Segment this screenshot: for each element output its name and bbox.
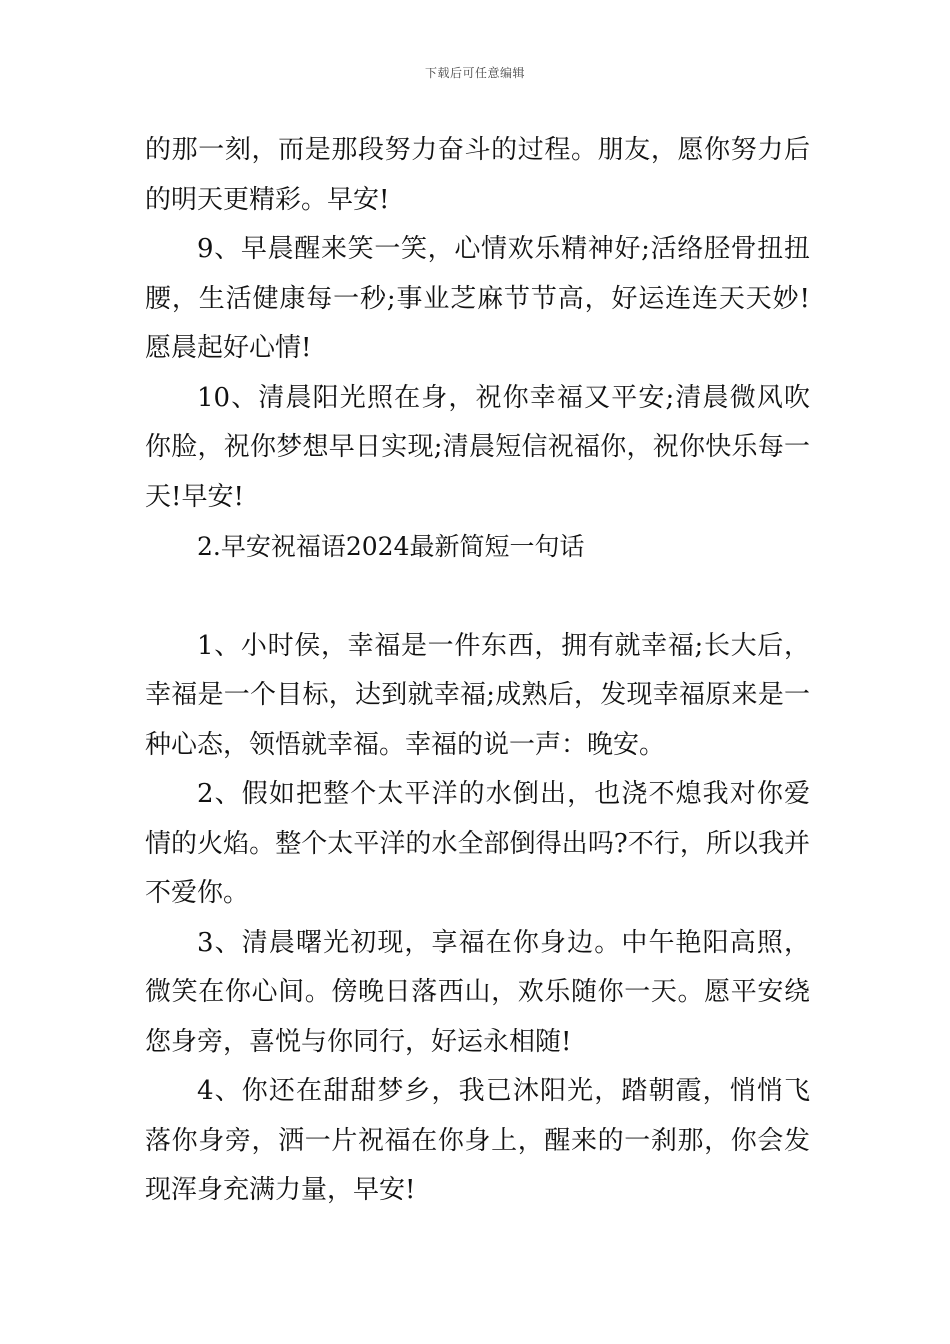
header-note: 下载后可任意编辑 (424, 66, 525, 80)
section2-item-1: 1、小时侯，幸福是一件东西，拥有就幸福;长大后，幸福是一个目标，达到就幸福;成熟后，发现幸福原来是一种心态，领悟就幸福。幸福的说一声：晚安。 (145, 630, 810, 760)
paragraph-item-10: 10、清晨阳光照在身，祝你幸福又平安;清晨微风吹你脸，祝你梦想早日实现;清晨短信祝福你，祝你快乐每一天!早安! (145, 382, 810, 512)
paragraph-continuation: 的那一刻，而是那段努力奋斗的过程。朋友，愿你努力后的明天更精彩。早安! (145, 135, 810, 215)
document-body (145, 126, 810, 1216)
section-heading: 2.早安祝福语2024最新简短一句话 (197, 532, 585, 561)
section2-item-3: 3、清晨曙光初现，享福在你身边。中午艳阳高照，微笑在你心间。傍晚日落西山，欢乐随你一天。愿平安绕您身旁，喜悦与你同行，好运永相随! (145, 927, 810, 1057)
paragraph-item-9: 9、早晨醒来笑一笑，心情欢乐精神好;活络胫骨扭扭腰，生活健康每一秒;事业芝麻节节高，好运连连天天妙!愿晨起好心情! (145, 234, 810, 363)
section2-item-4: 4、你还在甜甜梦乡，我已沐阳光，踏朝霞，悄悄飞落你身旁，洒一片祝福在你身上，醒来的一刹那，你会发现浑身充满力量，早安! (145, 1076, 810, 1205)
section2-item-2: 2、假如把整个太平洋的水倒出，也浇不熄我对你爱情的火焰。整个太平洋的水全部倒得出吗?不行，所以我并不爱你。 (145, 779, 810, 908)
section-spacer (145, 572, 810, 622)
